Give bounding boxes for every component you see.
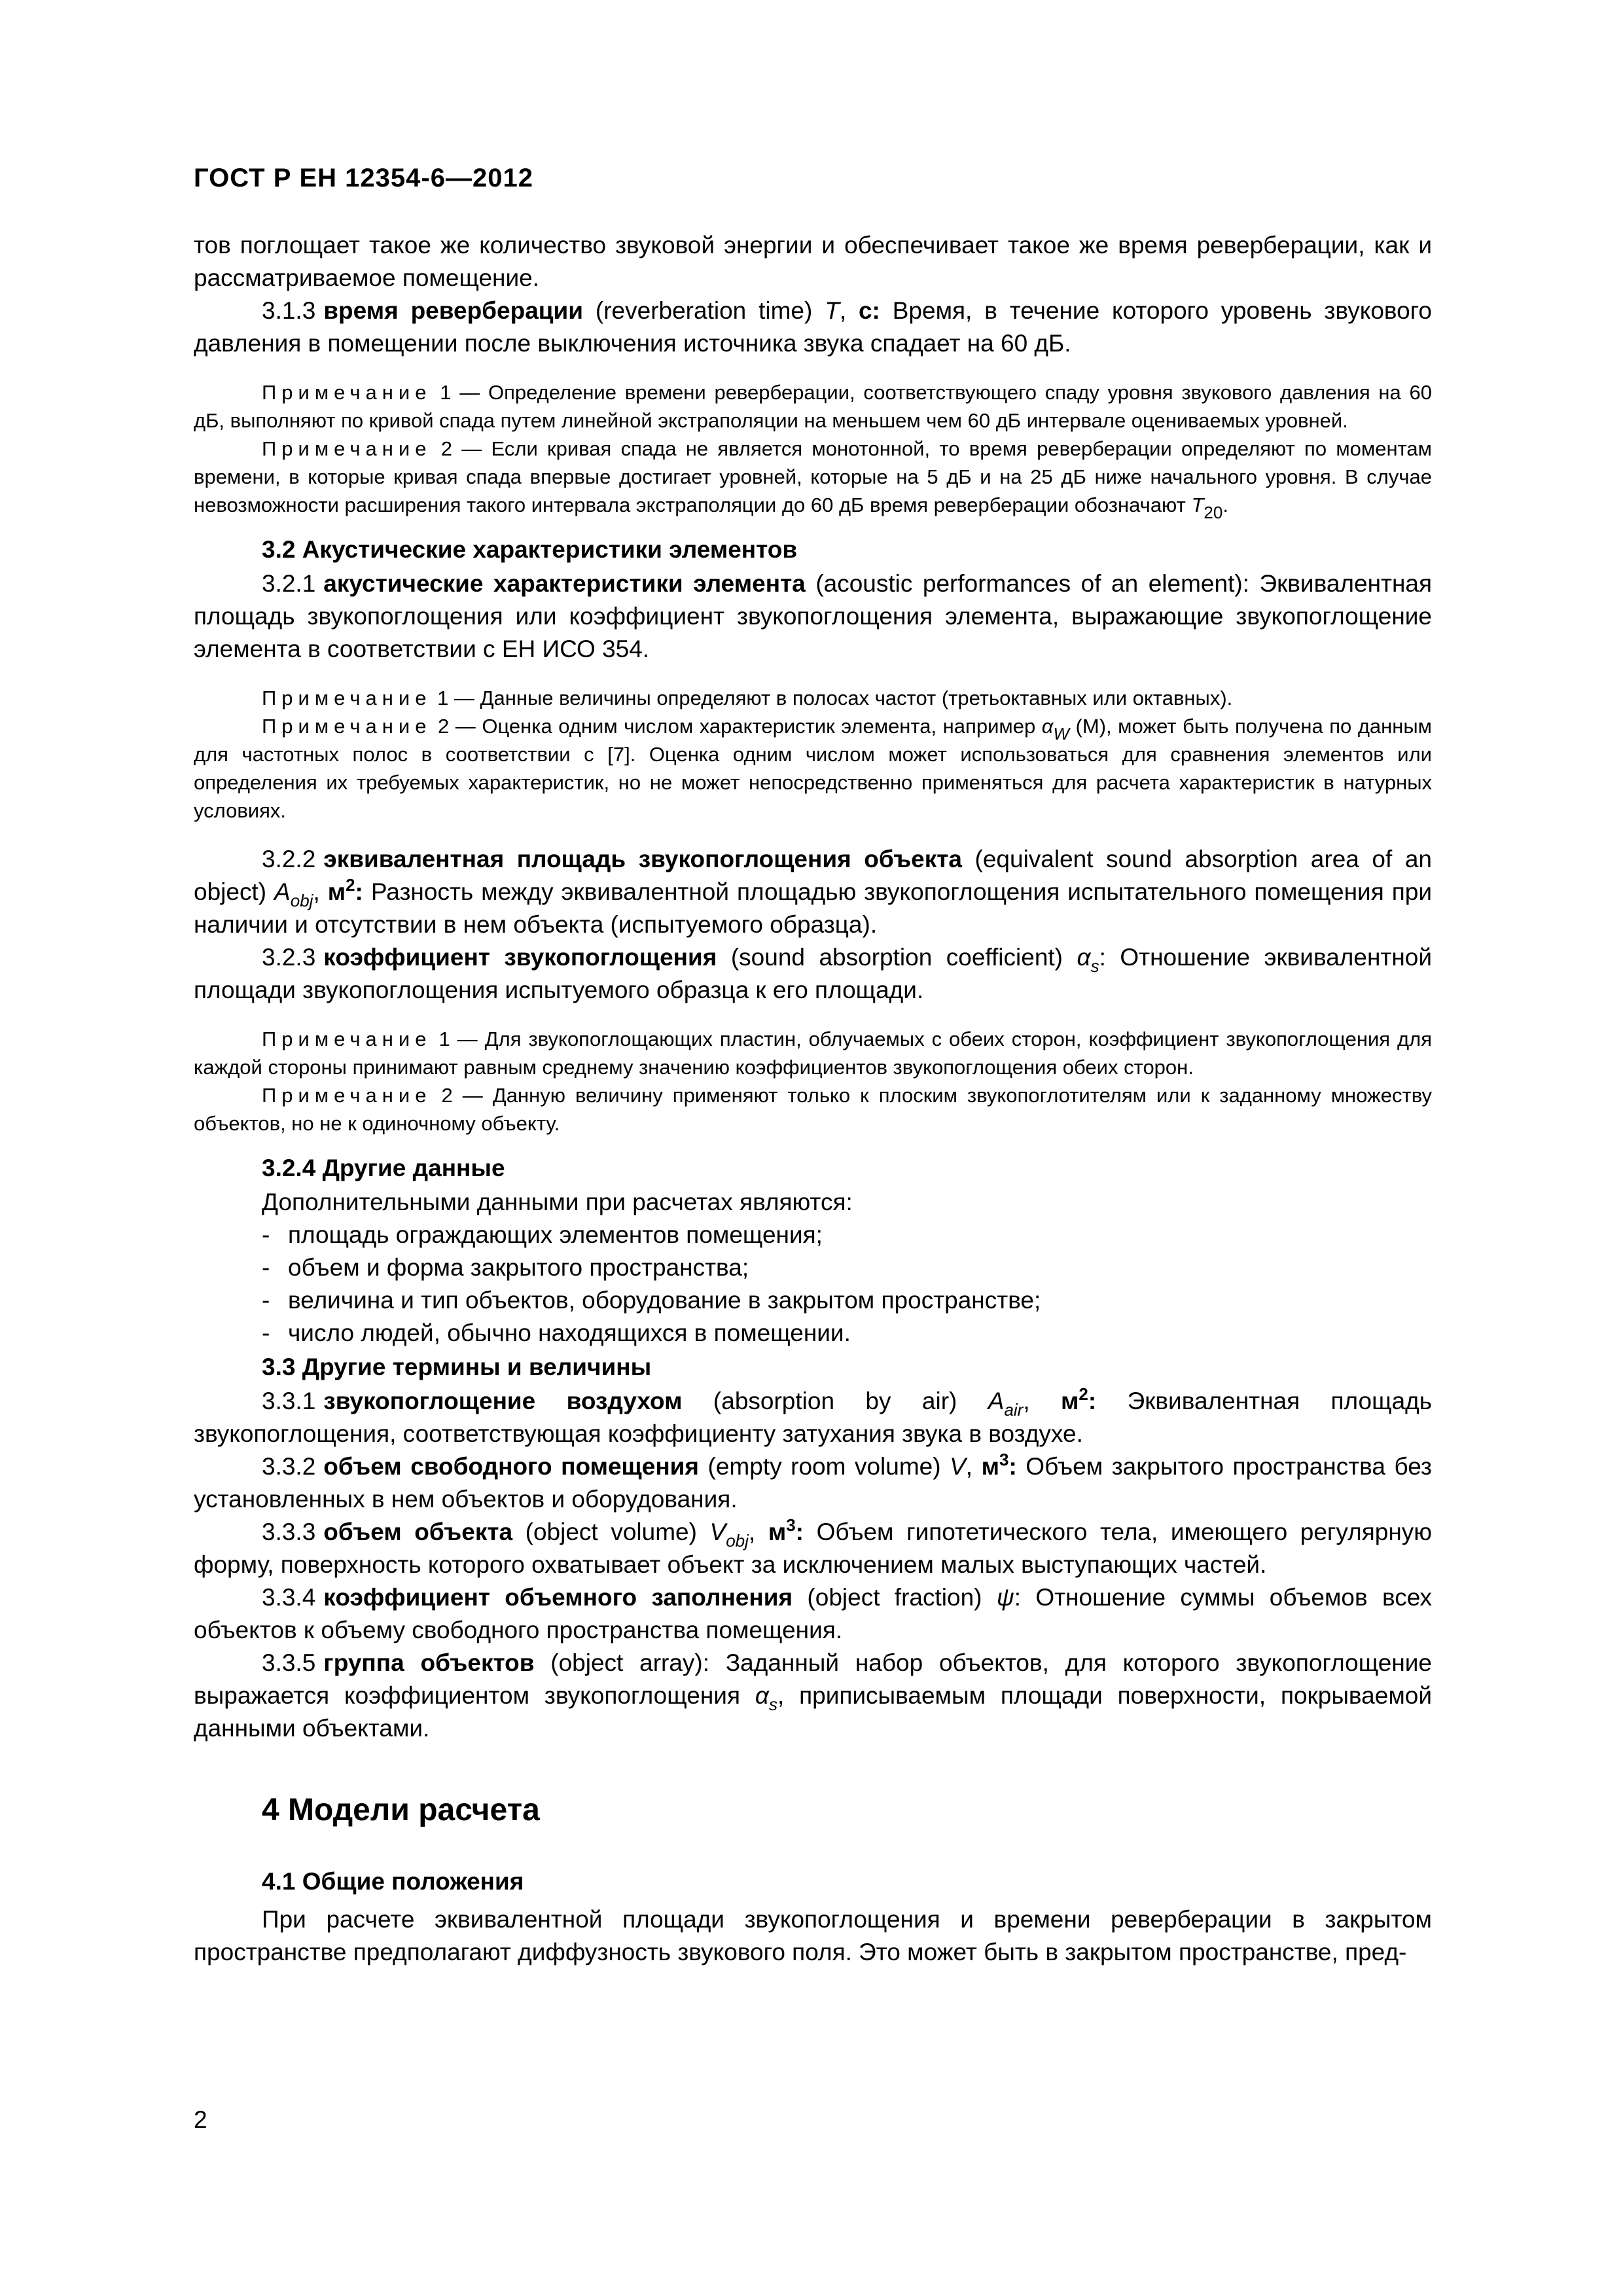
definition-3-3-3: 3.3.3 объем объекта (object volume) $V_{obj}$, $м^3$: Объем гипотетического тела, имеющего регулярную форму, поверхность которого охватывает объект за исключением малых выступающих частей. [194,1515,1433,1578]
note-3-2-1-2: Примечание 2 — Оценка одним числом характеристик элемента, например $\alpha_W$ (M), может быть получена по данным для частотных полос в соответствии с [7]. Оценка одним числом может использоваться для сравнения элементов или определения их требуемых характеристик, но не может непосредственно применяться для расчета характеристик в натурных условиях. [194,715,1432,822]
definition-3-3-4: 3.3.4 коэффициент объемного заполнения (object fraction) ψ: Отношение суммы объемов всех объектов к объему свободного пространства помещения. [194,1584,1432,1643]
other-data-list [194,1219,1432,1350]
definition-3-3-5: 3.3.5 группа объектов (object array): Заданный набор объектов, для которого звукопоглощение выражается коэффициентом звукопоглощения $\alpha_s$, приписываемым площади поверхности, покрываемой данными объектами. [194,1649,1433,1742]
list-item: - число людей, обычно находящихся в помещении. [262,1319,851,1346]
note-3-2-1-1: Примечание 1 — Данные величины определяют в полосах частот (третьоктавных или октавных). [262,687,1233,709]
note-3-2-3-2: Примечание 2 — Данную величину применяют только к плоским звукопоглотителям или к заданному множеству объектов, но не к одиночному объекту. [194,1084,1432,1135]
definition-3-3-1: 3.3.1 звукопоглощение воздухом (absorption by air) $A_{air}$, $м^2$: Эквивалентная площадь звукопоглощения, соответствующая коэффициенту затухания звука в воздухе. [194,1384,1433,1447]
note-3-1-3-2: Примечание 2 — Если кривая спада не является монотонной, то время реверберации определяют по моментам времени, в которые кривая спада впервые достигает уровней, которые на 5 дБ и на 25 дБ ниже начального уровня. В случае невозможности расширения такого интервала экстраполяции до 60 дБ время реверберации обозначают $T_{20}$. [194,437,1432,522]
definition-3-2-3: 3.2.3 коэффициент звукопоглощения (sound absorption coefficient) $\alpha_s$: Отношение эквивалентной площади звукопоглощения испытуемого образца к его площади. [194,944,1432,1003]
chapter-heading-4: 4 Модели расчета [262,1793,540,1827]
section-heading-4-1: 4.1 Общие положения [262,1868,524,1895]
definition-3-3-2: 3.3.2 объем свободного помещения (empty room volume) V, $м^3$: Объем закрытого пространства без установленных в нем объектов и оборудования. [194,1450,1433,1513]
definition-3-1-3: 3.1.3 время реверберации (reverberation time) T, с: Время, в течение которого уровень звукового давления в помещении после выключения источника звука спадает на 60 дБ. [194,297,1432,357]
list-item: - объем и форма закрытого пространства; [262,1254,749,1281]
note-3-2-3-1: Примечание 1 — Для звукопоглощающих пластин, облучаемых с обеих сторон, коэффициент звукопоглощения для каждой стороны принимают равным среднему значению коэффициентов звукопоглощения обеих сторон. [194,1028,1432,1079]
definition-3-2-1: 3.2.1 акустические характеристики элемента (acoustic performances of an element): Эквивалентная площадь звукопоглощения или коэффициент звукопоглощения элемента, выражающие звукопоглощение элемента в соответствии с ЕН ИСО 354. [194,570,1432,662]
section-heading-3-3: 3.3 Другие термины и величины [262,1354,652,1380]
section-heading-3-2-4: 3.2.4 Другие данные [262,1155,505,1181]
page-number: 2 [194,2106,207,2133]
general-provisions-paragraph: При расчете эквивалентной площади звукопоглощения и времени реверберации в закрытом пространстве предполагают диффузность звукового поля. Это может быть в закрытом пространстве, пред- [194,1906,1432,1965]
continuation-paragraph: тов поглощает такое же количество звуковой энергии и обеспечивает такое же время реверберации, как и рассматриваемое помещение. [194,232,1432,291]
list-item: - площадь ограждающих элементов помещения; [262,1221,823,1248]
note-3-1-3-1: Примечание 1 — Определение времени реверберации, соответствующего спаду уровня звукового давления на 60 дБ, выполняют по кривой спада путем линейной экстраполяции на меньшем чем 60 дБ интервале оцениваемых уровней. [194,381,1432,432]
definition-3-2-2: 3.2.2 эквивалентная площадь звукопоглощения объекта (equivalent sound absorption area of an object) $A_{obj}$, $м^2$: Разность между эквивалентной площадью звукопоглощения испытательного помещения при наличии и отсутствии в нем объекта (испытуемого образца). [194,846,1433,938]
list-item: - величина и тип объектов, оборудование в закрытом пространстве; [262,1287,1041,1314]
section-heading-3-2: 3.2 Акустические характеристики элементов [262,536,798,563]
document-header: ГОСТ Р ЕН 12354-6—2012 [194,164,533,192]
other-data-intro: Дополнительными данными при расчетах являются: [262,1189,853,1215]
page-content [194,229,1432,1969]
